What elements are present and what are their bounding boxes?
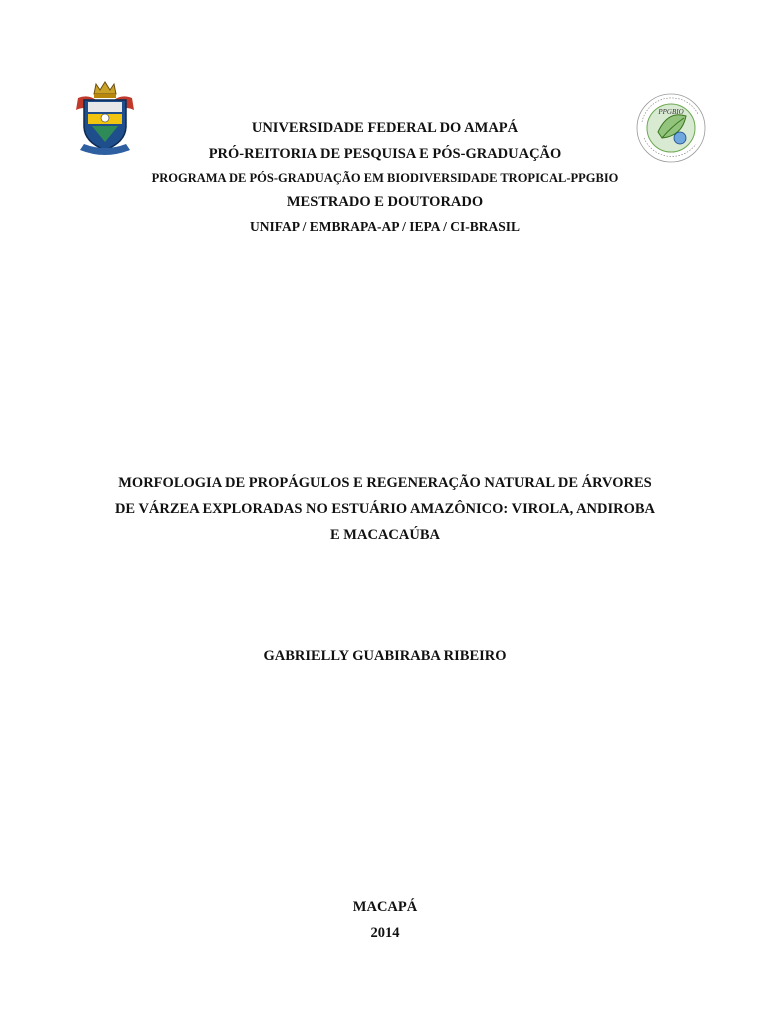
university-name: UNIVERSIDADE FEDERAL DO AMAPÁ [251,120,519,136]
year: 2014 [370,925,400,941]
thesis-title-line-2: DE VÁRZEA EXPLORADAS NO ESTUÁRIO AMAZÔNICO: VIROLA, ANDIROBA [114,501,656,517]
svg-text:PPGBIO: PPGBIO [658,108,684,116]
degree-level: MESTRADO E DOUTORADO [286,194,484,210]
author-name: GABRIELLY GUABIRABA RIBEIRO [263,648,507,664]
program-name: PROGRAMA DE PÓS-GRADUAÇÃO EM BIODIVERSIDADE TROPICAL-PPGBIO [151,171,619,185]
partner-institutions: UNIFAP / EMBRAPA-AP / IEPA / CI-BRASIL [249,219,520,234]
thesis-title-line-3: E MACACAÚBA [330,527,440,543]
city: MACAPÁ [352,899,418,915]
thesis-title-line-1: MORFOLOGIA DE PROPÁGULOS E REGENERAÇÃO NATURAL DE ÁRVORES [118,475,652,491]
pro-rectory-name: PRÓ-REITORIA DE PESQUISA E PÓS-GRADUAÇÃO [208,146,562,162]
thesis-title [0,470,770,548]
